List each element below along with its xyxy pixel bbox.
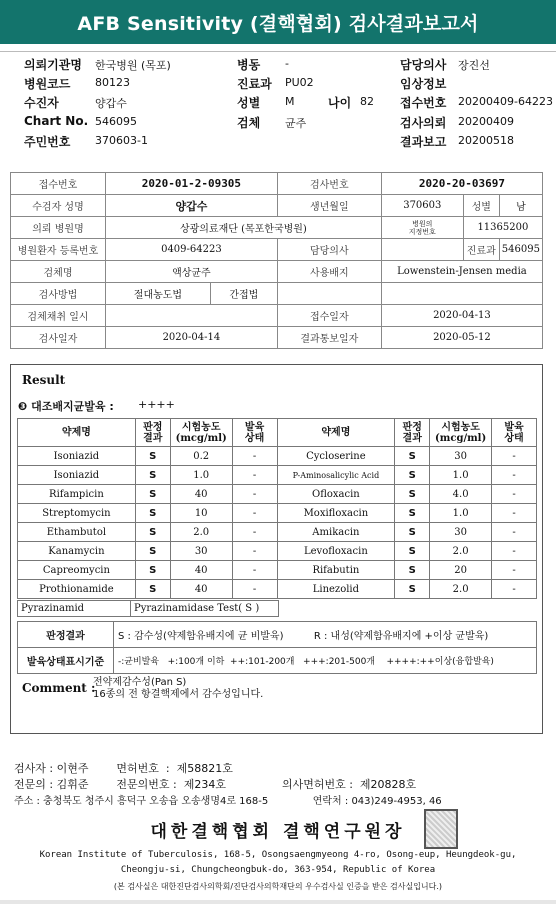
conc-value: 1.0 <box>430 466 492 485</box>
birthdate-label: 생년월일 <box>277 195 381 217</box>
criteria-text: -:균비발육 +:100개 이하 ++:101-200개 +++:201-500개 ++++:++이상(융합발육) <box>114 648 537 674</box>
receipt-no-label: 접수번호 <box>400 96 447 110</box>
sex-value: 남 <box>499 195 542 217</box>
method-value-a: 절대농도법 <box>106 283 211 305</box>
growth-value: - <box>232 561 277 580</box>
received-date-label: 접수일자 <box>277 305 381 327</box>
drug-name: Rifabutin <box>277 561 395 580</box>
hospital-designation-value: 11365200 <box>463 217 542 239</box>
criteria-table <box>17 621 537 674</box>
comment-text <box>93 677 263 701</box>
conc-value: 1.0 <box>170 466 232 485</box>
judge-value: S <box>395 447 430 466</box>
title-divider <box>0 44 556 52</box>
drug-header: 약제명 <box>18 419 136 447</box>
conc-value: 40 <box>170 485 232 504</box>
judge-value: S <box>135 504 170 523</box>
address-line: 주소 : 충청북도 청주시 흥덕구 오송읍 오송생명4로 168-5 연락처 : 043)249-4953, 46 <box>14 796 442 807</box>
method-value-b: 간접법 <box>210 283 277 305</box>
conc-value: 40 <box>170 580 232 599</box>
table-row <box>18 622 537 648</box>
drug-header: 약제명 <box>277 419 395 447</box>
report-date-value: 20200518 <box>458 134 514 147</box>
clinical-info-label: 임상정보 <box>400 77 447 91</box>
collection-date-label: 검체채취 일시 <box>11 305 106 327</box>
report-info <box>0 56 556 150</box>
judgement-label: 판정결과 <box>18 622 114 648</box>
conc-value: 0.2 <box>170 447 232 466</box>
resident-no-label: 주민번호 <box>24 135 71 149</box>
request-date-label: 검사의뢰 <box>400 116 447 130</box>
test-date-value: 2020-04-14 <box>106 327 278 349</box>
comment-line: 전약제감수성(Pan S) <box>93 677 187 688</box>
judge-value: S <box>395 466 430 485</box>
report-date-label: 결과보고 <box>400 135 447 149</box>
received-date-value: 2020-04-13 <box>381 305 542 327</box>
result-heading: Result <box>22 373 66 387</box>
table-row <box>18 648 537 674</box>
conc-value: 30 <box>170 542 232 561</box>
table-header-row <box>18 419 537 447</box>
judge-value: S <box>135 523 170 542</box>
institute-address-en-2: Cheongju-si, Chungcheongbuk-do, 363-954, Republic of Korea <box>120 865 436 875</box>
patient-name-label: 수검자 성명 <box>11 195 106 217</box>
table-row <box>11 217 543 239</box>
conc-value: 40 <box>170 561 232 580</box>
table-row <box>18 542 537 561</box>
judge-value: S <box>135 580 170 599</box>
drug-name: Linezolid <box>277 580 395 599</box>
drug-name: P-Aminosalicylic Acid <box>277 466 395 485</box>
table-row <box>18 466 537 485</box>
chart-no-label: Chart No. <box>24 114 89 128</box>
judge-value: S <box>135 485 170 504</box>
pyrazinamid-table <box>17 600 537 617</box>
judge-value: S <box>135 542 170 561</box>
drug-name: Prothionamide <box>18 580 136 599</box>
age-label: 나이 <box>328 96 352 110</box>
institute-address-en-1: Korean Institute of Tuberculosis, 168-5, Osongsaengmyeong 4-ro, Osong-eup, Heungdeok-gu, <box>39 850 517 860</box>
growth-value: - <box>232 447 277 466</box>
specimen-name-value: 액상균주 <box>106 261 278 283</box>
patient-name-value: 양갑수 <box>106 195 278 217</box>
drug-name: Capreomycin <box>18 561 136 580</box>
test-date-label: 검사일자 <box>11 327 106 349</box>
conc-value: 30 <box>430 447 492 466</box>
official-seal-icon <box>424 809 458 849</box>
table-row <box>18 504 537 523</box>
judge-header: 판정 결과 <box>395 419 430 447</box>
conc-value: 2.0 <box>170 523 232 542</box>
specialist-line: 전문의 : 김휘준 전문의번호 : 제234호 의사면허번호 : 제20828호 <box>14 778 417 791</box>
table-row <box>18 447 537 466</box>
judge-value: S <box>135 466 170 485</box>
judge-value: S <box>395 542 430 561</box>
resident-no-value: 370603-1 <box>95 134 148 147</box>
sensitivity-table <box>17 418 537 599</box>
judgement-s: S : 감수성(약제함유배지에 균 비발육) <box>118 631 284 642</box>
conc-value: 2.0 <box>430 542 492 561</box>
department-value: PU02 <box>285 76 314 89</box>
hospital-designation-label: 병원의 지정번호 <box>381 217 463 239</box>
table-row <box>18 561 537 580</box>
comment-line: 16종의 전 항결핵제에서 감수성입니다. <box>93 689 264 700</box>
growth-value: - <box>492 504 537 523</box>
doctor-label: 담당의사 <box>400 58 447 72</box>
judge-value: S <box>395 561 430 580</box>
judge-value: S <box>395 523 430 542</box>
growth-value: - <box>232 466 277 485</box>
drug-name: Isoniazid <box>18 466 136 485</box>
judge-value: S <box>395 580 430 599</box>
conc-value: 2.0 <box>430 580 492 599</box>
specimen-value: 균주 <box>285 117 307 130</box>
doctor-label: 담당의사 <box>277 239 381 261</box>
drug-name: Isoniazid <box>18 447 136 466</box>
hospital-code-value: 80123 <box>95 76 130 89</box>
institution-value: 한국병원 (목포) <box>95 59 171 72</box>
conc-value: 10 <box>170 504 232 523</box>
patient-value: 양갑수 <box>95 97 127 110</box>
drug-name: Moxifloxacin <box>277 504 395 523</box>
drug-name: Cycloserine <box>277 447 395 466</box>
receipt-no-value: 2020-01-2-09305 <box>106 173 278 195</box>
ward-label: 병동 <box>237 58 261 72</box>
drug-name: Levofloxacin <box>277 542 395 561</box>
growth-value: - <box>492 561 537 580</box>
drug-name: Rifampicin <box>18 485 136 504</box>
judge-value: S <box>135 561 170 580</box>
institute-name-ko: 대한결핵협회 결핵연구원장 <box>150 822 406 842</box>
empty-cell <box>381 283 542 305</box>
table-row <box>18 485 537 504</box>
collection-date-value <box>106 305 278 327</box>
table-row <box>11 195 543 217</box>
drug-name: Ethambutol <box>18 523 136 542</box>
patient-label: 수진자 <box>24 96 59 110</box>
control-growth-label: ❸ 대조배지균발육 : <box>18 400 114 413</box>
conc-value: 1.0 <box>430 504 492 523</box>
judge-header: 판정 결과 <box>135 419 170 447</box>
drug-name: Amikacin <box>277 523 395 542</box>
growth-value: - <box>232 542 277 561</box>
doctor-value <box>381 239 463 261</box>
doctor-value: 장진선 <box>458 59 490 72</box>
comment-label: Comment : <box>22 681 96 695</box>
certification-note: (본 검사실은 대한진단검사의학회/진단검사의학재단의 우수검사실 인증을 받은 검사실입니다.) <box>113 882 443 891</box>
pyrazinamid-value: Pyrazinamidase Test( S ) <box>131 601 279 617</box>
empty-cell <box>279 601 538 617</box>
examiner-line: 검사자 : 이현주 면허번호 : 제58821호 <box>14 762 233 775</box>
judge-value: S <box>135 447 170 466</box>
test-no-value: 2020-20-03697 <box>381 173 542 195</box>
department-label: 진료과 <box>237 77 272 91</box>
department-value: 546095 <box>499 239 542 261</box>
conc-value: 30 <box>430 523 492 542</box>
specimen-label: 검체 <box>237 116 261 130</box>
hospital-name-value: 상광의료재단 (목포한국병원) <box>106 217 382 239</box>
notify-date-value: 2020-05-12 <box>381 327 542 349</box>
conc-header: 시험농도 (mcg/ml) <box>170 419 232 447</box>
notify-date-label: 결과통보일자 <box>277 327 381 349</box>
judgement-text <box>114 622 537 648</box>
growth-value: - <box>232 580 277 599</box>
growth-value: - <box>492 447 537 466</box>
criteria-label: 발육상태표시기준 <box>18 648 114 674</box>
judge-value: S <box>395 485 430 504</box>
receipt-no-value: 20200409-64223 <box>458 95 553 108</box>
table-row <box>11 305 543 327</box>
conc-header: 시험농도 (mcg/ml) <box>430 419 492 447</box>
conc-value: 4.0 <box>430 485 492 504</box>
growth-header: 발육 상태 <box>492 419 537 447</box>
empty-cell <box>277 283 381 305</box>
department-label: 진료과 <box>463 239 499 261</box>
growth-header: 발육 상태 <box>232 419 277 447</box>
growth-value: - <box>232 523 277 542</box>
growth-value: - <box>492 542 537 561</box>
method-label: 검사방법 <box>11 283 106 305</box>
birthdate-value: 370603 <box>381 195 463 217</box>
media-label: 사용배지 <box>277 261 381 283</box>
age-value: 82 <box>360 95 374 108</box>
ward-value: - <box>285 57 289 70</box>
conc-value: 20 <box>430 561 492 580</box>
specimen-name-label: 검체명 <box>11 261 106 283</box>
drug-name: Streptomycin <box>18 504 136 523</box>
table-row <box>18 601 538 617</box>
hospital-name-label: 의뢰 병원명 <box>11 217 106 239</box>
growth-value: - <box>492 466 537 485</box>
table-row <box>11 261 543 283</box>
report-title: AFB Sensitivity (결핵협회) 검사결과보고서 <box>0 0 556 44</box>
growth-value: - <box>492 523 537 542</box>
drug-name: Ofloxacin <box>277 485 395 504</box>
sex-label: 성별 <box>237 96 261 110</box>
growth-value: - <box>232 485 277 504</box>
table-row <box>11 327 543 349</box>
patient-table <box>10 172 543 349</box>
table-row <box>11 283 543 305</box>
request-date-value: 20200409 <box>458 115 514 128</box>
growth-value: - <box>492 485 537 504</box>
hospital-code-label: 병원코드 <box>24 77 71 91</box>
growth-value: - <box>232 504 277 523</box>
sex-label: 성별 <box>463 195 499 217</box>
table-row <box>11 173 543 195</box>
table-row <box>11 239 543 261</box>
receipt-no-label: 접수번호 <box>11 173 106 195</box>
judge-value: S <box>395 504 430 523</box>
institution-label: 의뢰기관명 <box>24 58 82 72</box>
table-row <box>18 523 537 542</box>
media-value: Lowenstein-Jensen media <box>381 261 542 283</box>
judgement-r: R : 내성(약제함유배지에 +이상 균발육) <box>313 631 489 642</box>
patient-reg-value: 0409-64223 <box>106 239 278 261</box>
growth-value: - <box>492 580 537 599</box>
sex-value: M <box>285 95 295 108</box>
bottom-divider <box>0 900 556 904</box>
chart-no-value: 546095 <box>95 115 137 128</box>
pyrazinamid-label: Pyrazinamid <box>18 601 131 617</box>
drug-name: Kanamycin <box>18 542 136 561</box>
control-growth-value: ++++ <box>138 398 175 411</box>
test-no-label: 검사번호 <box>277 173 381 195</box>
patient-reg-label: 병원환자 등록번호 <box>11 239 106 261</box>
table-row <box>18 580 537 599</box>
